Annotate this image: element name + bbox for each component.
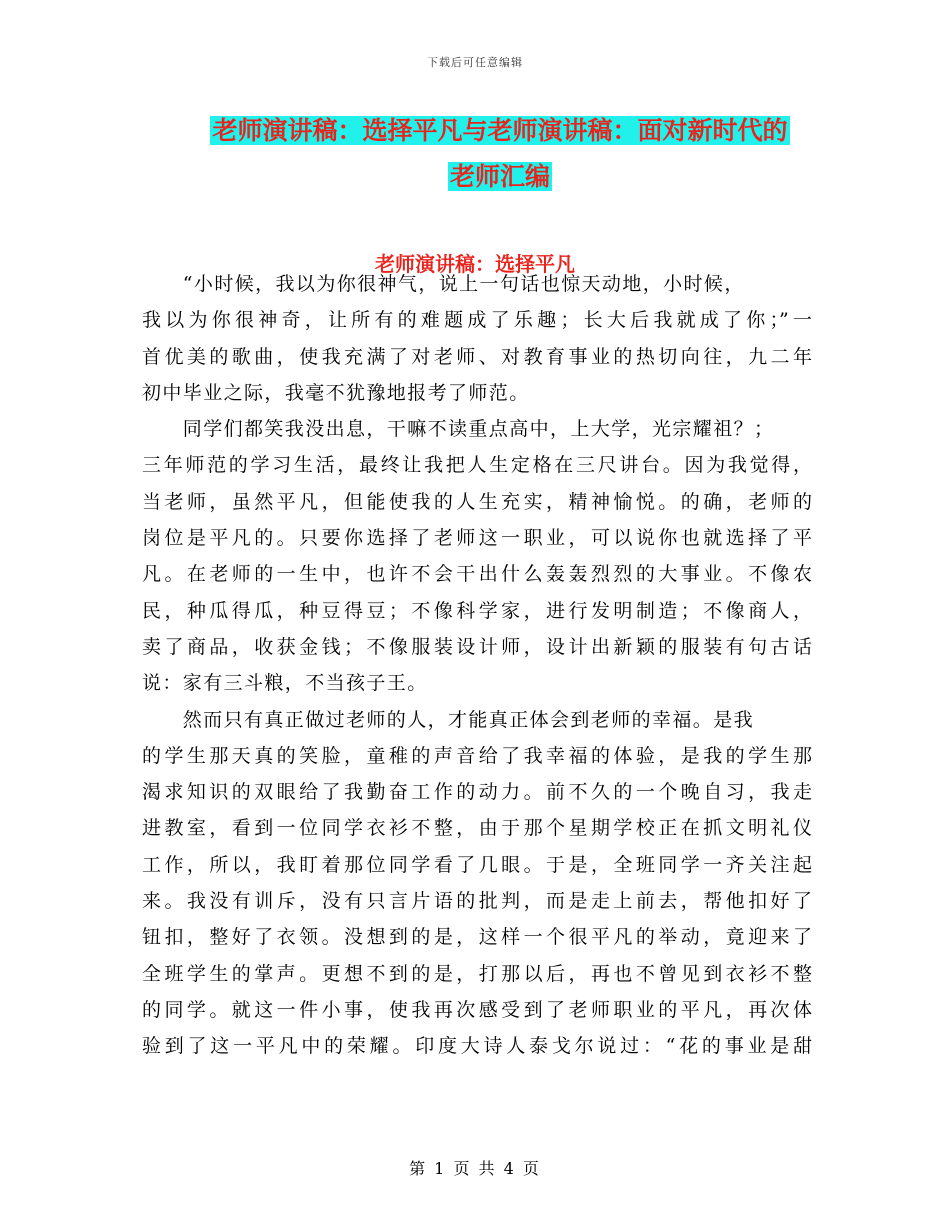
- text-line: 岗位是平凡的。只要你选择了老师这一职业，可以说你也就选择了平: [142, 527, 812, 550]
- text-line: “小时候，我以为你很神气，说上一句话也惊天动地，小时候，: [142, 273, 745, 295]
- text-line: 三年师范的学习生活，最终让我把人生定格在三尺讲台。因为我觉得，: [142, 454, 812, 477]
- text-line: 当老师，虽然平凡，但能使我的人生充实，精神愉悦。的确，老师的: [142, 490, 812, 513]
- text-line: 来。我没有训斥，没有只言片语的批判，而是走上前去，帮他扣好了: [142, 890, 812, 913]
- document-title-line-2: 老师汇编: [449, 162, 550, 191]
- text-line: 渴求知识的双眼给了我勤奋工作的动力。前不久的一个晚自习，我走: [142, 781, 812, 804]
- text-line: 卖了商品，收获金钱；不像服装设计师，设计出新颖的服装有句古话: [142, 635, 812, 658]
- text-line: 然而只有真正做过老师的人，才能真正体会到老师的幸福。是我: [142, 708, 755, 731]
- text-line: 民，种瓜得瓜，种豆得豆；不像科学家，进行发明制造；不像商人，: [142, 599, 812, 622]
- text-line: 进教室，看到一位同学衣衫不整，由于那个星期学校正在抓文明礼仪: [142, 817, 812, 840]
- page-number-footer: 第 1 页 共 4 页: [409, 1159, 541, 1178]
- document-title: [140, 108, 860, 200]
- text-line: 首优美的歌曲，使我充满了对老师、对教育事业的热切向往，九二年: [142, 345, 812, 368]
- section-title: 老师演讲稿：选择平凡: [375, 252, 575, 276]
- body-text: [142, 266, 812, 1065]
- text-line: 说：家有三斗粮，不当孩子王。: [142, 672, 428, 695]
- text-line: 初中毕业之际，我毫不犹豫地报考了师范。: [142, 381, 530, 404]
- text-line: 工作，所以，我盯着那位同学看了几眼。于是，全班同学一齐关注起: [142, 853, 812, 876]
- text-line: 验到了这一平凡中的荣耀。印度大诗人泰戈尔说过：“花的事业是甜: [142, 1035, 812, 1058]
- text-line: 我以为你很神奇，让所有的难题成了乐趣；长大后我就成了你；”一: [142, 309, 812, 332]
- page-header-note: 下载后可任意编辑: [427, 56, 523, 69]
- text-line: 同学们都笑我没出息，干嘛不读重点高中，上大学，光宗耀祖？；: [142, 418, 775, 441]
- text-line: 的同学。就这一件小事，使我再次感受到了老师职业的平凡，再次体: [142, 998, 812, 1021]
- text-line: 凡。在老师的一生中，也许不会干出什么轰轰烈烈的大事业。不像农: [142, 563, 812, 586]
- document-title-line-1: 老师演讲稿：选择平凡与老师演讲稿：面对新时代的: [212, 116, 788, 145]
- text-line: 的学生那天真的笑脸，童稚的声音给了我幸福的体验，是我的学生那: [142, 744, 812, 767]
- text-line: 钮扣，整好了衣领。没想到的是，这样一个很平凡的举动，竟迎来了: [142, 926, 812, 949]
- text-line: 全班学生的掌声。更想不到的是，打那以后，再也不曾见到衣衫不整: [142, 962, 812, 985]
